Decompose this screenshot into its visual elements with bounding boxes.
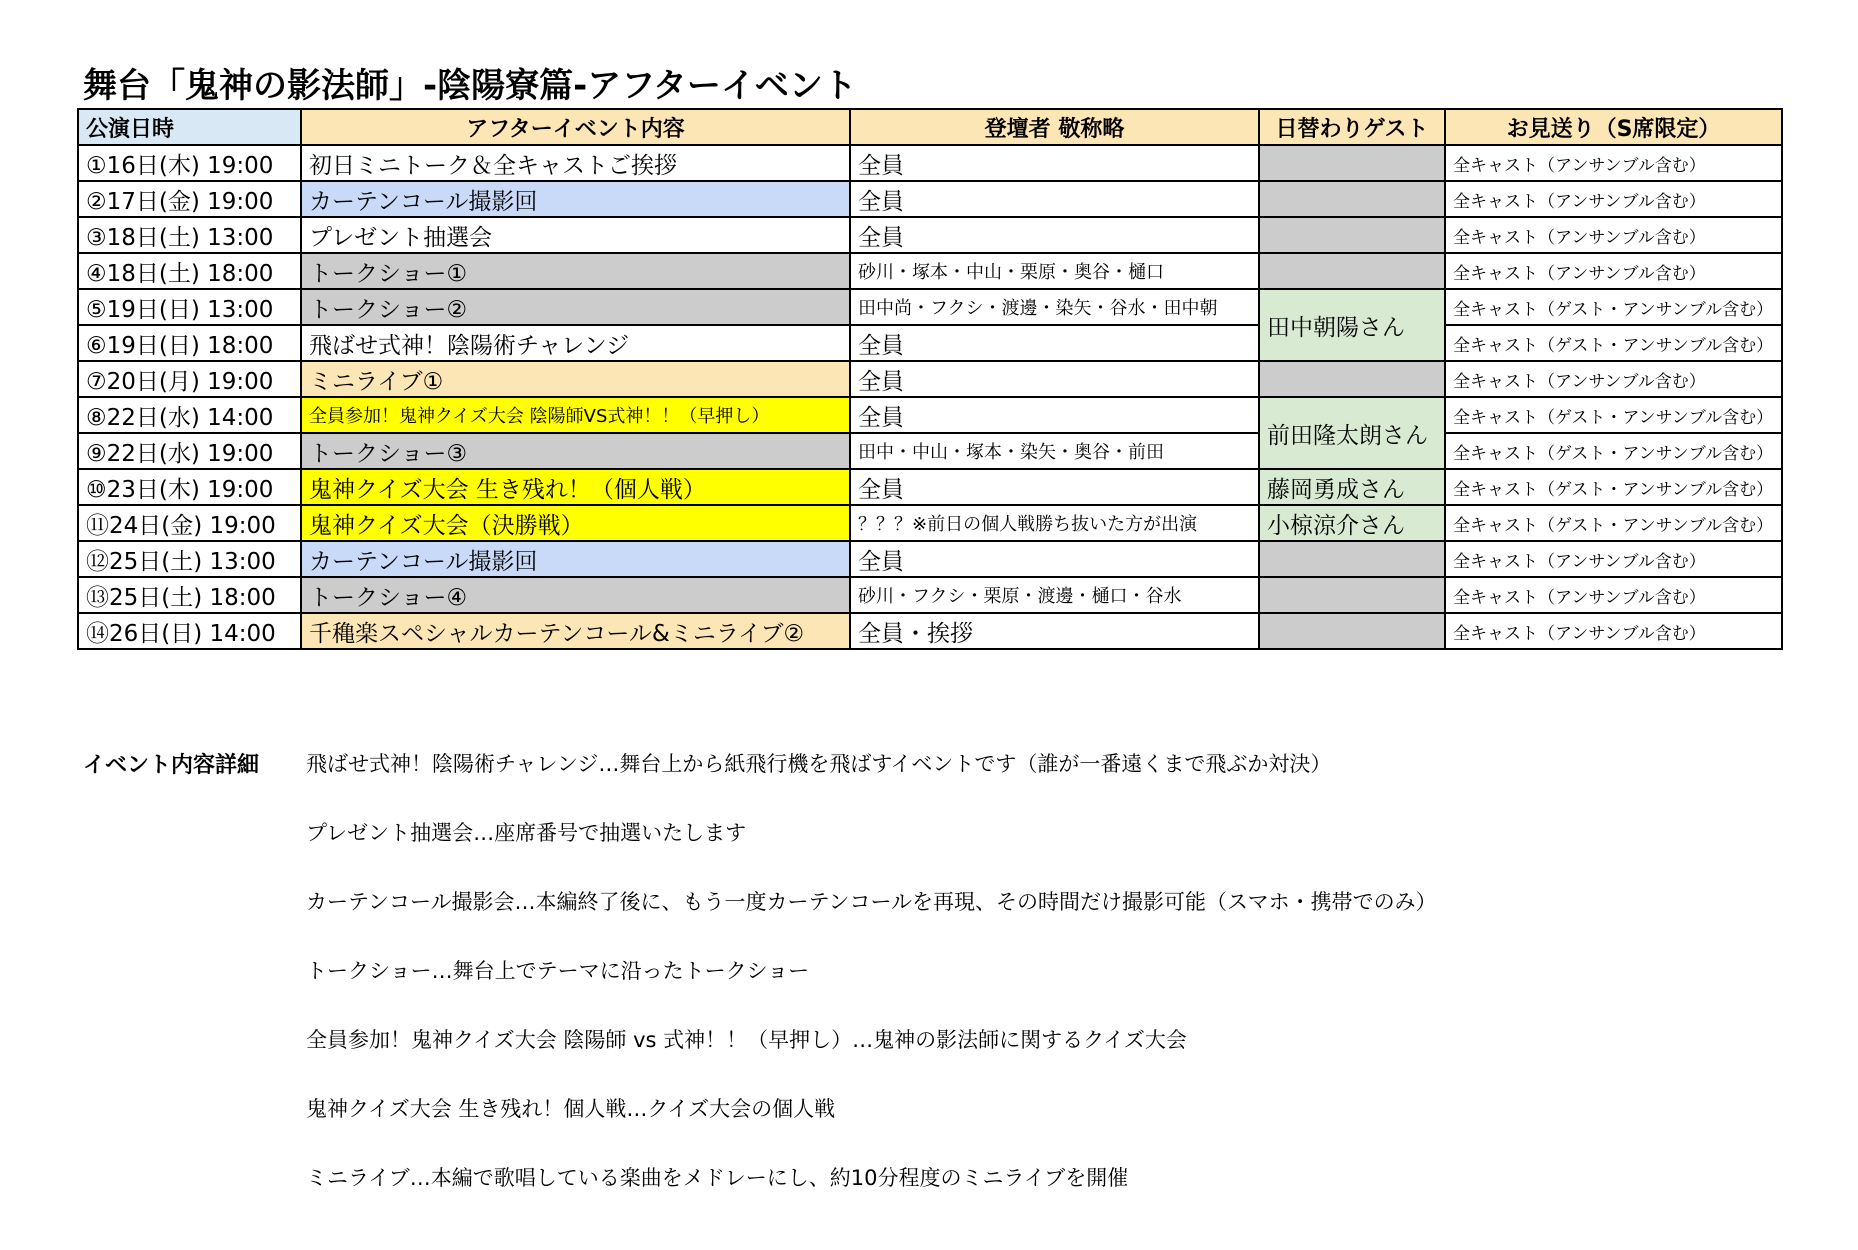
table-row [78, 145, 1782, 181]
row-date: ⑦20日(月) 19:00 [78, 361, 301, 397]
schedule-table [77, 108, 1783, 650]
row-guest: 小椋涼介さん [1259, 505, 1445, 541]
table-row [78, 253, 1782, 289]
header-cast: 登壇者 敬称略 [850, 109, 1259, 145]
row-cast: 全員 [850, 217, 1259, 253]
row-event: 鬼神クイズ大会 生き残れ！（個人戦） [301, 469, 850, 505]
row-date: ⑫25日(土) 13:00 [78, 541, 301, 577]
row-sendoff: 全キャスト（アンサンブル含む） [1445, 217, 1782, 253]
row-guest-empty [1259, 181, 1445, 217]
row-sendoff: 全キャスト（ゲスト・アンサンブル含む） [1445, 289, 1782, 325]
table-header-row [78, 109, 1782, 145]
row-cast: 全員 [850, 325, 1259, 361]
row-cast: 砂川・塚本・中山・栗原・奥谷・樋口 [850, 253, 1259, 289]
row-date: ⑨22日(水) 19:00 [78, 433, 301, 469]
row-cast: 全員 [850, 541, 1259, 577]
row-event: 初日ミニトーク＆全キャストご挨拶 [301, 145, 850, 181]
page-title: 舞台「鬼神の影法師」-陰陽寮篇-アフターイベント [83, 66, 857, 106]
header-sendoff: お見送り（S席限定） [1445, 109, 1782, 145]
row-sendoff: 全キャスト（アンサンブル含む） [1445, 253, 1782, 289]
row-guest-empty [1259, 361, 1445, 397]
row-event: ミニライブ① [301, 361, 850, 397]
row-date: ⑤19日(日) 13:00 [78, 289, 301, 325]
table-row [78, 325, 1782, 361]
table-row [78, 433, 1782, 469]
row-sendoff: 全キャスト（アンサンブル含む） [1445, 181, 1782, 217]
table-row [78, 181, 1782, 217]
row-guest-empty [1259, 145, 1445, 181]
row-sendoff: 全キャスト（ゲスト・アンサンブル含む） [1445, 397, 1782, 433]
row-sendoff: 全キャスト（アンサンブル含む） [1445, 577, 1782, 613]
row-sendoff: 全キャスト（ゲスト・アンサンブル含む） [1445, 505, 1782, 541]
row-event: 鬼神クイズ大会（決勝戦） [301, 505, 850, 541]
row-sendoff: 全キャスト（アンサンブル含む） [1445, 145, 1782, 181]
header-date: 公演日時 [78, 109, 301, 145]
row-sendoff: 全キャスト（ゲスト・アンサンブル含む） [1445, 469, 1782, 505]
row-cast: 全員 [850, 397, 1259, 433]
row-guest: 田中朝陽さん [1259, 289, 1445, 361]
row-date: ③18日(土) 13:00 [78, 217, 301, 253]
header-event: アフターイベント内容 [301, 109, 850, 145]
detail-line: 全員参加！鬼神クイズ大会 陰陽師 vs 式神！！（早押し）…鬼神の影法師に関するクイズ大会 [306, 1028, 1187, 1052]
row-cast: 全員 [850, 181, 1259, 217]
detail-line: トークショー…舞台上でテーマに沿ったトークショー [306, 959, 810, 983]
row-cast: 全員 [850, 145, 1259, 181]
row-date: ①16日(木) 19:00 [78, 145, 301, 181]
row-event: トークショー① [301, 253, 850, 289]
row-guest-empty [1259, 217, 1445, 253]
row-event: 全員参加！鬼神クイズ大会 陰陽師VS式神！！（早押し） [301, 397, 850, 433]
row-event: トークショー④ [301, 577, 850, 613]
row-event: プレゼント抽選会 [301, 217, 850, 253]
row-date: ④18日(土) 18:00 [78, 253, 301, 289]
row-cast: 田中・中山・塚本・染矢・奥谷・前田 [850, 433, 1259, 469]
table-row [78, 397, 1782, 433]
row-event: トークショー③ [301, 433, 850, 469]
row-event: カーテンコール撮影回 [301, 181, 850, 217]
detail-line: 飛ばせ式神！陰陽術チャレンジ…舞台上から紙飛行機を飛ばすイベントです（誰が一番遠くまで飛ぶか対決） [306, 752, 1332, 776]
row-event: 飛ばせ式神！陰陽術チャレンジ [301, 325, 850, 361]
row-date: ②17日(金) 19:00 [78, 181, 301, 217]
row-event: トークショー② [301, 289, 850, 325]
row-guest-empty [1259, 541, 1445, 577]
row-cast: 田中尚・フクシ・渡邊・染矢・谷水・田中朝 [850, 289, 1259, 325]
row-cast: 全員・挨拶 [850, 613, 1259, 649]
row-date: ⑥19日(日) 18:00 [78, 325, 301, 361]
table-row [78, 469, 1782, 505]
row-guest-empty [1259, 577, 1445, 613]
row-cast: 全員 [850, 469, 1259, 505]
row-guest-empty [1259, 613, 1445, 649]
table-row [78, 577, 1782, 613]
row-sendoff: 全キャスト（アンサンブル含む） [1445, 361, 1782, 397]
row-date: ⑬25日(土) 18:00 [78, 577, 301, 613]
table-row [78, 505, 1782, 541]
detail-line: ミニライブ…本編で歌唱している楽曲をメドレーにし、約10分程度のミニライブを開催 [306, 1166, 1129, 1190]
detail-line: カーテンコール撮影会…本編終了後に、もう一度カーテンコールを再現、その時間だけ撮影可能（スマホ・携帯でのみ） [306, 890, 1437, 914]
row-sendoff: 全キャスト（アンサンブル含む） [1445, 541, 1782, 577]
row-sendoff: 全キャスト（ゲスト・アンサンブル含む） [1445, 433, 1782, 469]
table-row [78, 289, 1782, 325]
row-date: ⑪24日(金) 19:00 [78, 505, 301, 541]
table-row [78, 217, 1782, 253]
row-event: 千穐楽スペシャルカーテンコール&ミニライブ② [301, 613, 850, 649]
row-cast: 全員 [850, 361, 1259, 397]
detail-line: プレゼント抽選会…座席番号で抽選いたします [306, 821, 747, 845]
table-row [78, 541, 1782, 577]
row-guest: 藤岡勇成さん [1259, 469, 1445, 505]
table-row [78, 613, 1782, 649]
row-guest: 前田隆太朗さん [1259, 397, 1445, 469]
details-label: イベント内容詳細 [83, 753, 260, 778]
row-cast: ？？？※前日の個人戦勝ち抜いた方が出演 [850, 505, 1259, 541]
row-sendoff: 全キャスト（ゲスト・アンサンブル含む） [1445, 325, 1782, 361]
row-event: カーテンコール撮影回 [301, 541, 850, 577]
detail-line: 鬼神クイズ大会 生き残れ！個人戦…クイズ大会の個人戦 [306, 1097, 836, 1121]
header-guest: 日替わりゲスト [1259, 109, 1445, 145]
row-sendoff: 全キャスト（アンサンブル含む） [1445, 613, 1782, 649]
table-row [78, 361, 1782, 397]
row-guest-empty [1259, 253, 1445, 289]
row-cast: 砂川・フクシ・栗原・渡邊・樋口・谷水 [850, 577, 1259, 613]
row-date: ⑭26日(日) 14:00 [78, 613, 301, 649]
row-date: ⑩23日(木) 19:00 [78, 469, 301, 505]
row-date: ⑧22日(水) 14:00 [78, 397, 301, 433]
